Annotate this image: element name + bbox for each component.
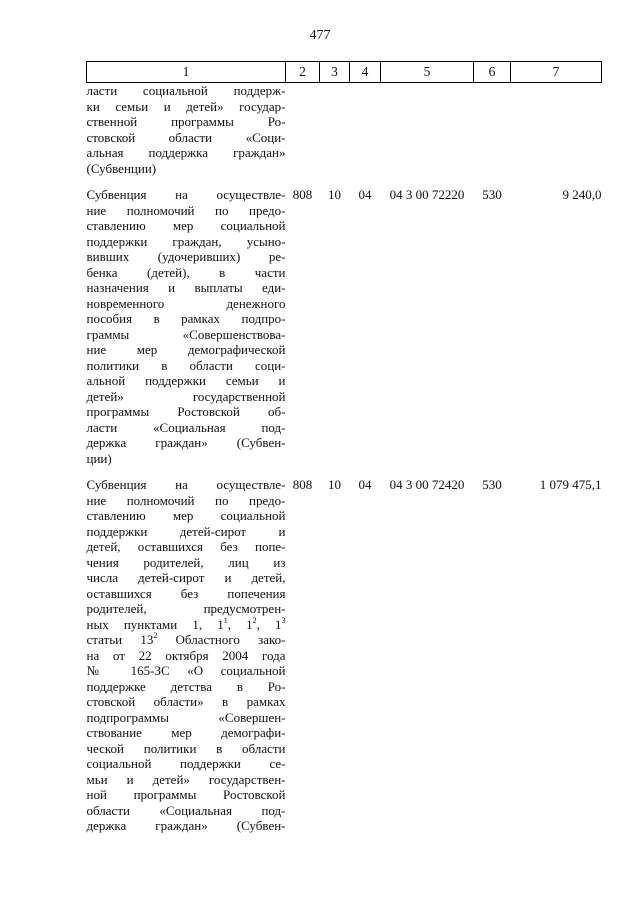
cell-section: 10 (328, 187, 341, 202)
column-header: 2 (286, 62, 320, 83)
cell-amount: 1 079 475,1 (539, 477, 602, 492)
cell-subsection: 04 (358, 187, 372, 202)
column-header: 6 (474, 62, 511, 83)
description-line-points (87, 617, 286, 633)
description-line: детей, оставшихся без попе- (86, 539, 286, 554)
cell-expense-type (474, 83, 511, 187)
description-line: ставлению мер социальной (86, 218, 286, 233)
description-line: № 165-ЗС «О социальной (86, 663, 286, 678)
description-line: подпрограммы «Совершен- (86, 709, 286, 725)
description-line: Субвенция на осуществле- (86, 477, 286, 492)
cell-amount (511, 83, 602, 187)
description-line: числа детей-сирот и детей, (86, 570, 286, 585)
superscript: 1 (223, 615, 228, 625)
description-line: (Субвенции) (86, 160, 157, 176)
cell-target-article (381, 83, 474, 187)
table-row (87, 476, 602, 834)
description-line: ние полномочий по предо- (86, 492, 286, 508)
superscript: 2 (153, 631, 158, 640)
description-line: ции) (86, 450, 112, 466)
description-line: социальной поддержки се- (86, 756, 286, 771)
description-line: на от 22 октября 2004 года (86, 647, 286, 663)
cell-ministry-code (286, 83, 320, 187)
description-line: ствование мер демографи- (86, 725, 286, 740)
cell-section (320, 83, 350, 187)
description-line: альной поддержки семьи и (86, 373, 286, 388)
description-line: поддержки детей-сирот и (86, 523, 286, 539)
cell-subsection (350, 83, 381, 187)
column-header: 5 (381, 62, 474, 83)
cell-ministry-code: 808 (292, 477, 313, 492)
description-line: ставлению мер социальной (86, 508, 286, 523)
row-description (87, 83, 286, 187)
description-line: детей» государственной (86, 388, 286, 404)
description-line: поддержке детства в Ро- (86, 678, 286, 694)
description-line: держка граждан» (Субвен- (86, 818, 286, 833)
column-header: 7 (511, 62, 602, 83)
column-header: 4 (350, 62, 381, 83)
cell-amount: 9 240,0 (562, 187, 602, 202)
description-line: граммы «Совершенствова- (86, 326, 286, 342)
description-line: поддержки граждан, усыно- (86, 233, 286, 249)
description-line: пособия в рамках подпро- (86, 311, 286, 326)
description-line: ние полномочий по предо- (86, 202, 286, 218)
description-line: держка граждан» (Субвен- (86, 435, 286, 450)
description-line: Субвенция на осуществле- (86, 187, 286, 202)
description-line: ласти «Социальная под- (86, 419, 286, 435)
description-line: вивших (удочеривших) ре- (86, 249, 286, 264)
superscript: 3 (281, 615, 286, 625)
description-line: ческой политики в области (86, 740, 286, 756)
row-description (87, 476, 286, 834)
description-line-article (87, 632, 286, 648)
description-line: оставшихся без попечения (86, 585, 286, 601)
cell-expense-type: 530 (482, 187, 502, 202)
description-line: мьи и детей» государствен- (86, 771, 286, 787)
description-line: ственной программы Ро- (86, 114, 286, 129)
points-text: ных пунктами 1, 1 (86, 616, 224, 632)
points-text: , 1 (256, 616, 282, 632)
description-line: альная поддержка граждан» (86, 145, 286, 160)
column-header: 1 (87, 62, 286, 83)
cell-target-article: 04 3 00 72220 (389, 187, 465, 202)
description-line: родителей, предусмотрен- (86, 601, 286, 616)
table-row (87, 83, 602, 187)
description-line: бенка (детей), в части (86, 264, 286, 280)
cell-target-article: 04 3 00 72420 (389, 477, 465, 492)
description-line: программы Ростовской об- (86, 404, 286, 419)
superscript: 2 (252, 615, 257, 625)
points-text: , 1 (227, 616, 253, 632)
description-line: назначения и выплаты еди- (86, 280, 286, 295)
description-line: ки семьи и детей» государ- (86, 98, 286, 114)
table-row (87, 186, 602, 476)
description-line: ной программы Ростовской (86, 787, 286, 802)
row-description (87, 186, 286, 476)
page-number: 477 (309, 28, 331, 43)
description-line: чения родителей, лиц из (86, 554, 286, 570)
cell-expense-type: 530 (482, 477, 502, 492)
column-header: 3 (320, 62, 350, 83)
description-line: стовской области» в рамках (86, 694, 286, 709)
table-header-row (87, 62, 602, 83)
budget-table (86, 61, 602, 834)
article-text: Областного зако- (157, 632, 286, 647)
cell-ministry-code: 808 (292, 187, 313, 202)
description-line: стовской области «Соци- (86, 129, 286, 145)
description-line: политики в области соци- (86, 357, 286, 373)
cell-subsection: 04 (358, 477, 372, 492)
article-text: статьи 13 (86, 632, 154, 647)
description-line: новременного денежного (86, 295, 286, 311)
cell-section: 10 (328, 477, 341, 492)
description-line: области «Социальная под- (86, 802, 286, 818)
description-line: ласти социальной поддерж- (86, 83, 286, 98)
description-line: ние мер демографической (86, 342, 286, 357)
